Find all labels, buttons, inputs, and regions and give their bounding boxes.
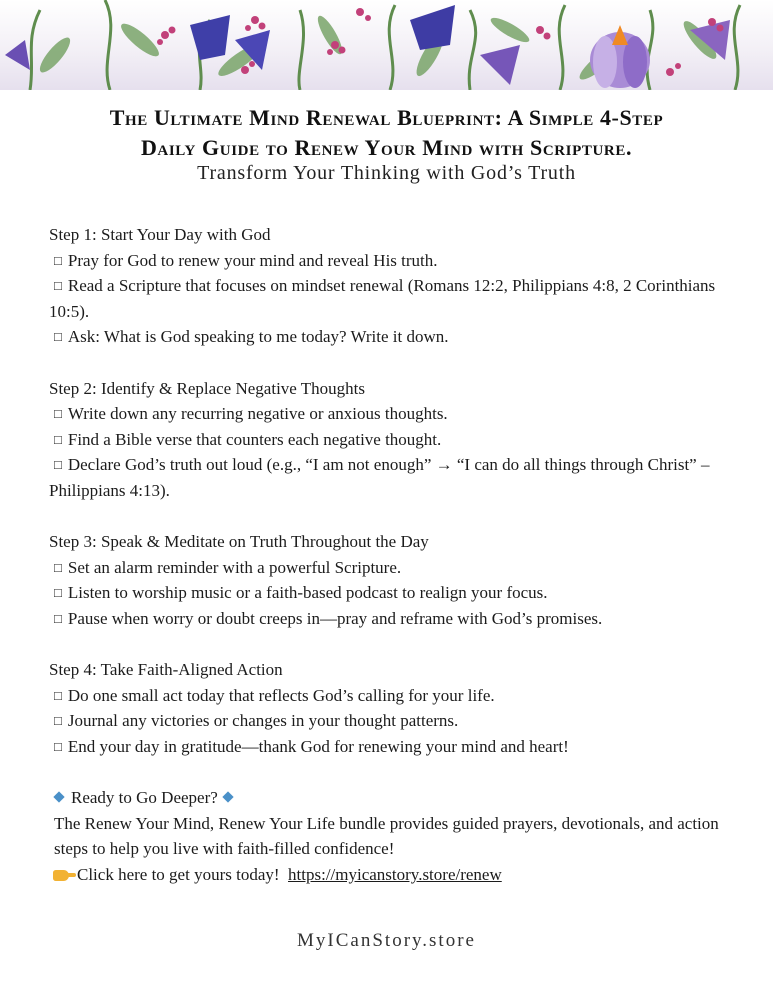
checklist-item: □ Write down any recurring negative or anxious thoughts. bbox=[49, 401, 739, 427]
pointing-hand-icon bbox=[53, 870, 69, 881]
checklist-item: □ Find a Bible verse that counters each negative thought. bbox=[49, 427, 739, 453]
footer-brand: MyICanStory.store bbox=[297, 930, 476, 951]
checkbox-icon[interactable]: □ bbox=[54, 329, 62, 345]
cta-body: The Renew Your Mind, Renew Your Life bundle provides guided prayers, devotionals, and action steps to help you live with faith-filled confidence! bbox=[54, 813, 719, 859]
page-title-line-1: The Ultimate Mind Renewal Blueprint: A Simple 4-Step bbox=[109, 105, 664, 130]
page-subtitle: Transform Your Thinking with God’s Truth bbox=[197, 162, 576, 184]
bundle-link[interactable]: https://myicanstory.store/renew bbox=[288, 864, 502, 884]
step-1 bbox=[49, 222, 739, 350]
checklist-item: □ Journal any victories or changes in your thought patterns. bbox=[49, 708, 739, 734]
step-heading: Step 3: Speak & Meditate on Truth Throughout the Day bbox=[49, 532, 429, 552]
checkbox-icon[interactable]: □ bbox=[54, 431, 62, 447]
checklist-item: □ Pause when worry or doubt creeps in—pray and reframe with God’s promises. bbox=[49, 606, 739, 632]
blue-diamond-icon bbox=[53, 791, 64, 802]
floral-banner bbox=[0, 0, 773, 90]
checkbox-icon[interactable]: □ bbox=[54, 278, 62, 294]
cta-link-prefix: Click here to get yours today! bbox=[77, 864, 280, 884]
step-2 bbox=[49, 376, 739, 504]
checkbox-icon[interactable]: □ bbox=[54, 738, 62, 754]
step-4 bbox=[49, 657, 739, 759]
cta-heading: Ready to Go Deeper? bbox=[71, 788, 218, 808]
checkbox-icon[interactable]: □ bbox=[54, 457, 62, 473]
cta-heading-row bbox=[49, 785, 739, 811]
checklist-item: □ Declare God’s truth out loud (e.g., “I am not enough” → “I can do all things through Christ” – Philippians 4:13). bbox=[49, 452, 739, 503]
checklist-item: □ Ask: What is God speaking to me today? Write it down. bbox=[49, 324, 739, 350]
step-3 bbox=[49, 529, 739, 631]
cta-section bbox=[49, 785, 739, 887]
checkbox-icon[interactable]: □ bbox=[54, 585, 62, 601]
step-heading: Step 1: Start Your Day with God bbox=[49, 225, 271, 244]
checkbox-icon[interactable]: □ bbox=[54, 559, 62, 575]
page-title-line-2: Daily Guide to Renew Your Mind with Scripture. bbox=[140, 135, 633, 160]
step-checklist bbox=[49, 555, 739, 632]
checklist-item: □ Pray for God to renew your mind and reveal His truth. bbox=[49, 248, 739, 274]
checklist-item: □ Do one small act today that reflects God’s calling for your life. bbox=[49, 683, 739, 709]
blue-diamond-icon bbox=[222, 791, 233, 802]
checkbox-icon[interactable]: □ bbox=[54, 687, 62, 703]
checklist-item: □ End your day in gratitude—thank God for renewing your mind and heart! bbox=[49, 734, 739, 760]
cta-link-row bbox=[49, 862, 739, 888]
step-heading: Step 2: Identify & Replace Negative Thoughts bbox=[49, 378, 366, 398]
step-heading: Step 4: Take Faith-Aligned Action bbox=[49, 660, 283, 680]
steps-content bbox=[49, 222, 739, 887]
step-checklist bbox=[49, 401, 739, 503]
floral-illustration bbox=[0, 0, 773, 90]
checkbox-icon[interactable]: □ bbox=[54, 610, 62, 626]
checkbox-icon[interactable]: □ bbox=[54, 713, 62, 729]
checkbox-icon[interactable]: □ bbox=[54, 252, 62, 268]
step-checklist bbox=[49, 683, 739, 760]
step-checklist bbox=[49, 248, 739, 350]
checklist-item: □ Listen to worship music or a faith-based podcast to realign your focus. bbox=[49, 580, 739, 606]
checklist-item: □ Set an alarm reminder with a powerful Scripture. bbox=[49, 555, 739, 581]
checkbox-icon[interactable]: □ bbox=[54, 406, 62, 422]
checklist-item: □ Read a Scripture that focuses on mindset renewal (Romans 12:2, Philippians 4:8, 2 Corinthians 10:5). bbox=[49, 273, 739, 324]
